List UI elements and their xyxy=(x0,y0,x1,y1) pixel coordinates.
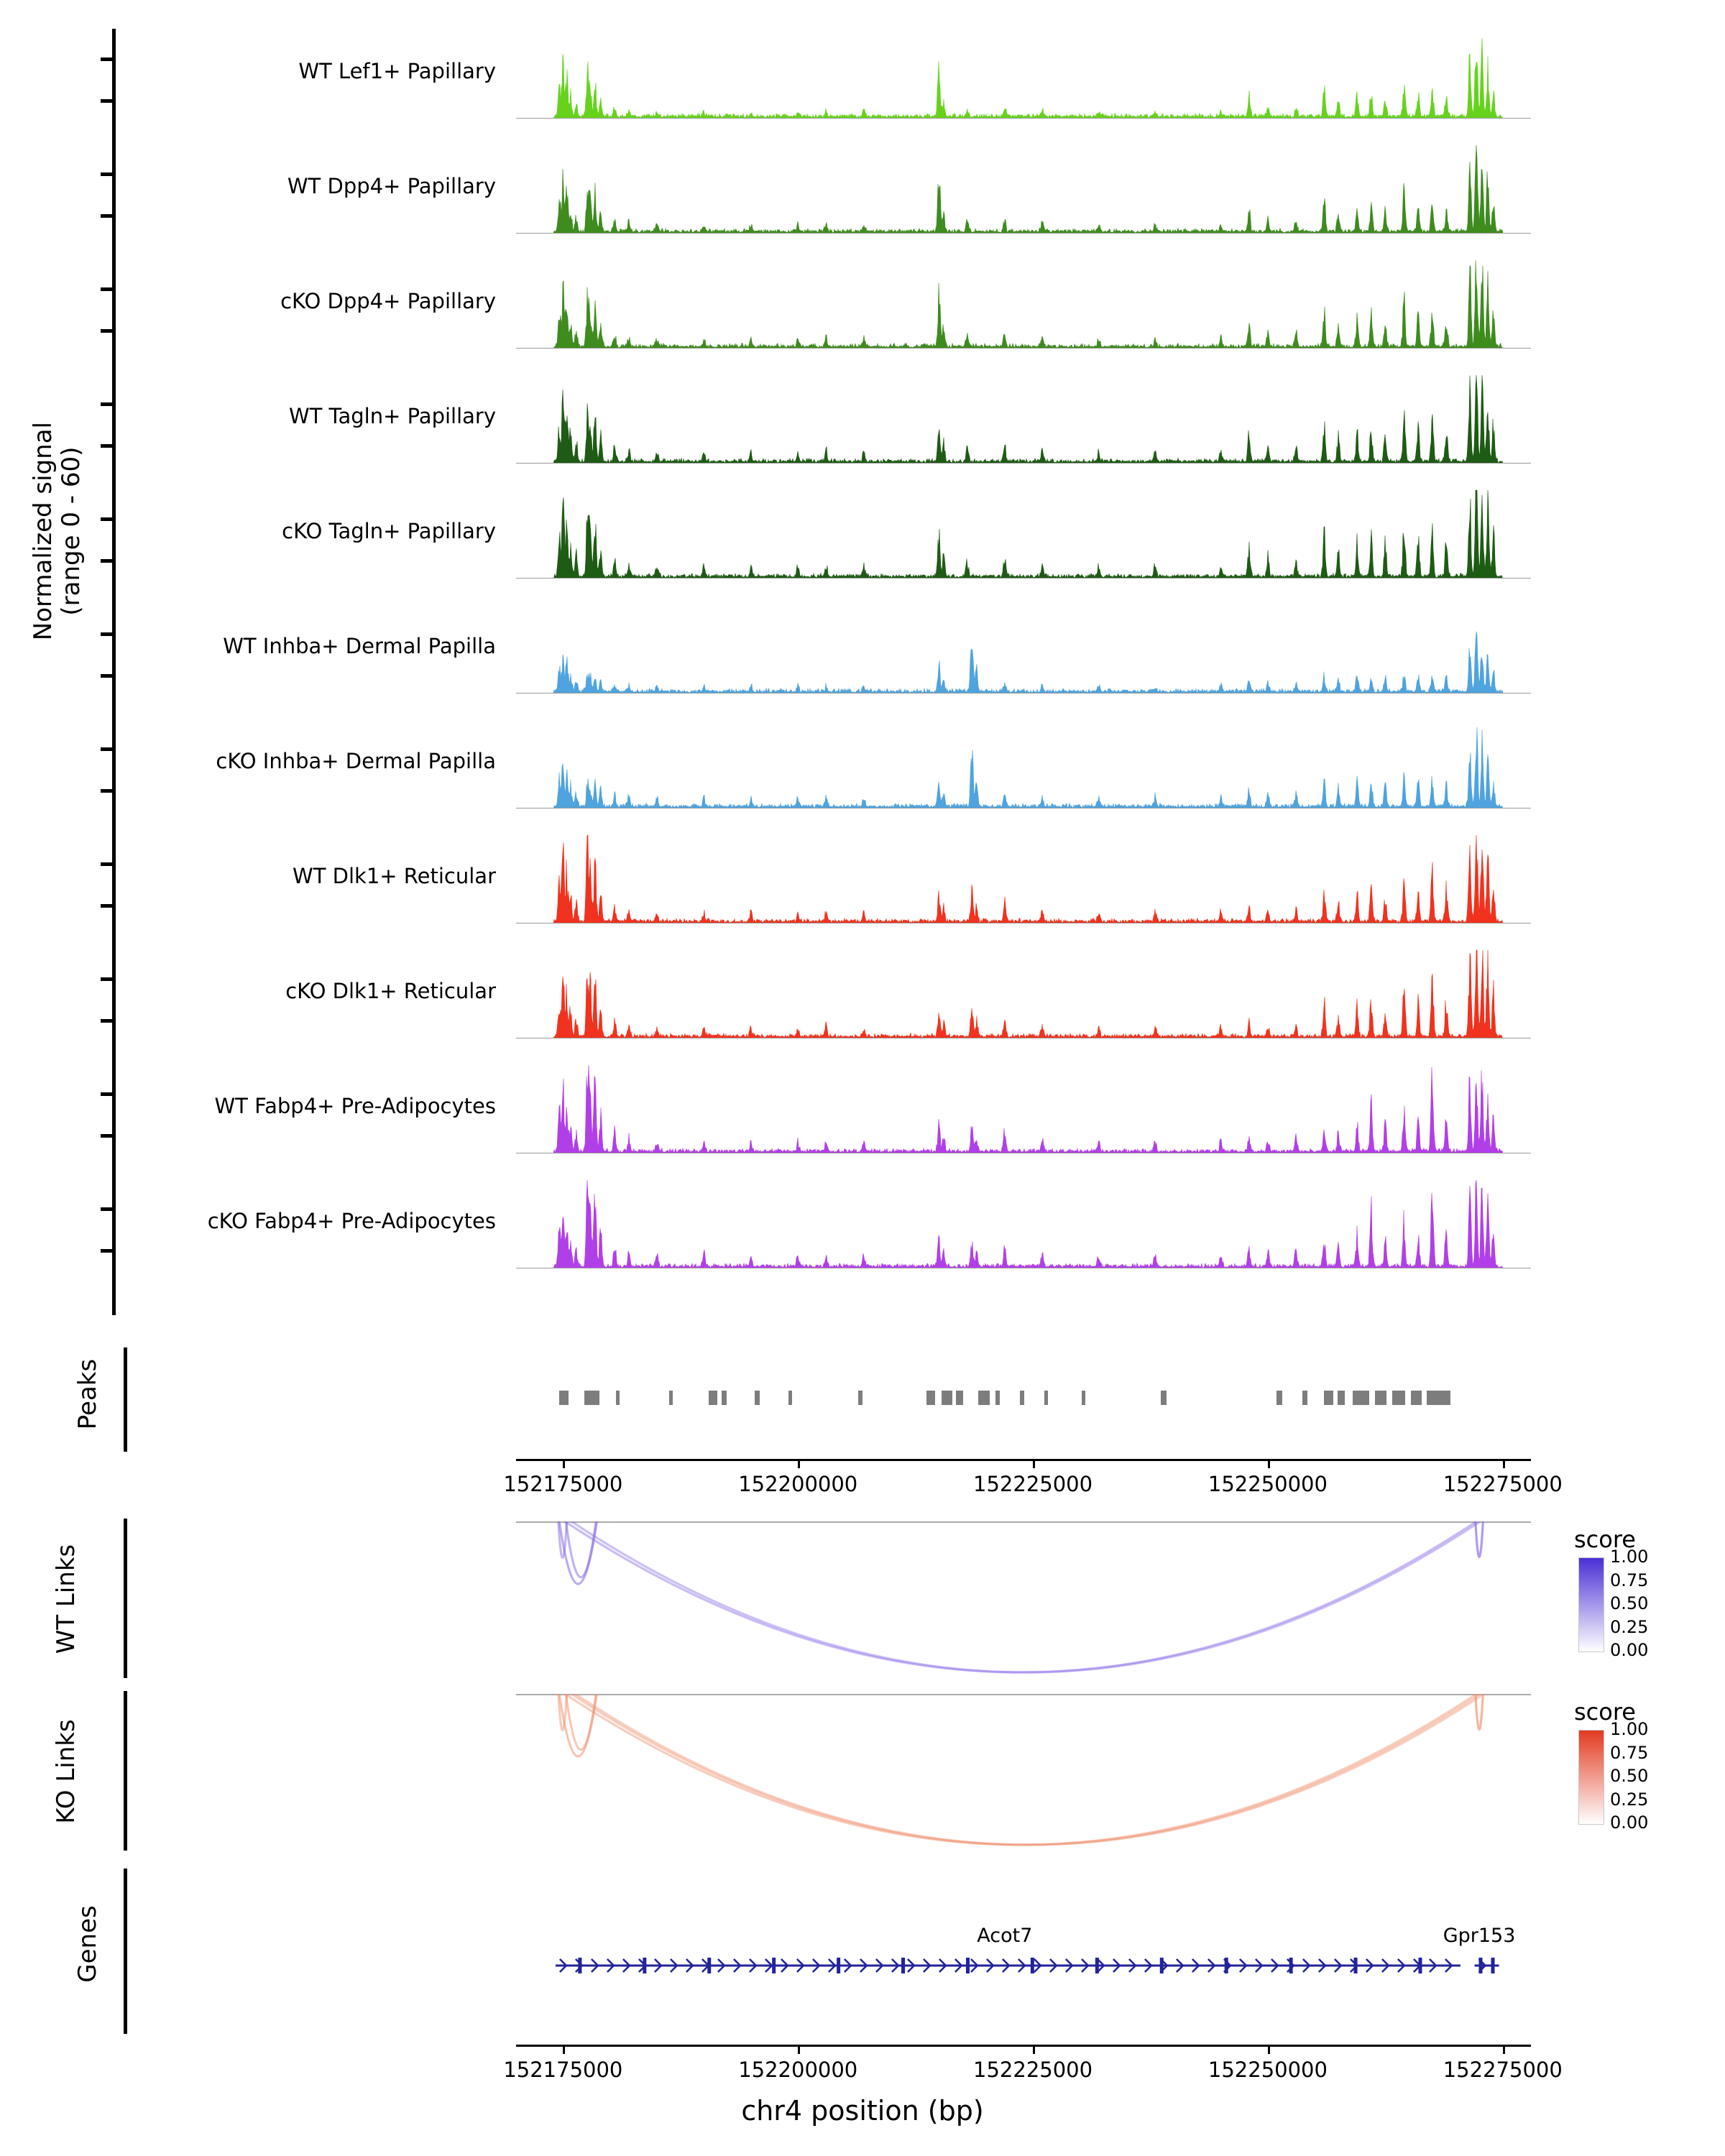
genes-body xyxy=(516,1861,1531,2041)
x-axis-tick xyxy=(563,1461,565,1468)
track-label: cKO Tagln+ Papillary xyxy=(282,519,496,543)
legend-tick-label: 0.25 xyxy=(1610,1789,1649,1810)
wt-links-label: WT Links xyxy=(52,1544,80,1654)
wt-links-arcs xyxy=(516,1521,1531,1680)
peak-region xyxy=(926,1391,935,1405)
link-arc xyxy=(565,1521,1476,1672)
coverage-axis-tick xyxy=(101,329,115,333)
coverage-track xyxy=(516,489,1531,579)
coverage-axis-tick xyxy=(101,1249,115,1253)
track-label: WT Tagln+ Papillary xyxy=(288,404,496,428)
track-label: WT Fabp4+ Pre-Adipocytes xyxy=(214,1094,496,1118)
ko-links-arcs xyxy=(516,1694,1531,1849)
coverage-axis-tick xyxy=(101,444,115,448)
coverage-axis-tick xyxy=(101,559,115,563)
wt-links-legend-gradient xyxy=(1578,1557,1604,1652)
peak-region xyxy=(1324,1391,1333,1405)
peak-region xyxy=(1276,1391,1282,1405)
coverage-axis-tick xyxy=(101,57,115,61)
x-axis-tick xyxy=(1033,2047,1035,2054)
ko-links-label: KO Links xyxy=(52,1719,80,1824)
x-axis-tick xyxy=(1033,1461,1035,1468)
coverage-track xyxy=(516,144,1531,234)
wt-links-legend-title: score xyxy=(1574,1526,1636,1553)
x-axis-tick-label: 152200000 xyxy=(738,1472,858,1496)
peaks-axis-bar xyxy=(124,1348,127,1452)
x-axis-tick-label: 152200000 xyxy=(738,2058,858,2082)
peak-region xyxy=(942,1391,952,1405)
coverage-axis-tick xyxy=(101,674,115,678)
coverage-axis-tick xyxy=(101,1092,115,1096)
legend-tick-label: 1.00 xyxy=(1610,1547,1649,1567)
track-label: cKO Fabp4+ Pre-Adipocytes xyxy=(207,1209,496,1233)
track-baseline xyxy=(516,463,1531,464)
track-label: WT Dlk1+ Reticular xyxy=(293,864,496,888)
ko-links-legend-title: score xyxy=(1574,1698,1636,1726)
peaks-panel xyxy=(0,1340,1725,1455)
x-axis-top xyxy=(0,1459,1725,1509)
peak-region xyxy=(722,1391,727,1405)
x-axis-tick-label: 152175000 xyxy=(503,2058,623,2082)
coverage-track xyxy=(516,834,1531,923)
peak-region xyxy=(709,1391,717,1405)
x-axis-tick-label: 152175000 xyxy=(503,1472,623,1496)
peak-region xyxy=(1392,1391,1405,1405)
peaks-boxes xyxy=(516,1391,1531,1406)
legend-tick-label: 0.75 xyxy=(1610,1742,1649,1763)
x-axis-tick-label: 152275000 xyxy=(1443,2058,1563,2082)
legend-tick-label: 0.75 xyxy=(1610,1570,1649,1590)
genes-label: Genes xyxy=(73,1905,102,1983)
coverage-track xyxy=(516,719,1531,808)
genes-panel xyxy=(0,1861,1725,2048)
peak-region xyxy=(1411,1391,1422,1405)
coverage-axis-tick xyxy=(101,287,115,291)
x-axis-tick-label: 152275000 xyxy=(1443,1472,1563,1496)
coverage-track xyxy=(516,604,1531,694)
peak-region xyxy=(858,1391,863,1405)
coverage-track xyxy=(516,1064,1531,1153)
x-axis-line xyxy=(516,2045,1531,2047)
coverage-track xyxy=(516,29,1531,119)
x-axis-tick xyxy=(1268,2047,1270,2054)
coverage-axis-tick xyxy=(101,789,115,793)
coverage-axis-tick xyxy=(101,517,115,521)
ko-links-axis-bar xyxy=(124,1691,127,1851)
x-axis-line xyxy=(516,1459,1531,1461)
ko-links-legend-gradient xyxy=(1578,1730,1604,1825)
track-label: WT Dpp4+ Papillary xyxy=(287,174,496,198)
wt-links-axis-bar xyxy=(124,1519,127,1678)
peak-region xyxy=(978,1391,990,1405)
track-baseline xyxy=(516,118,1531,119)
coverage-axis-tick xyxy=(101,99,115,103)
x-axis-tick xyxy=(563,2047,565,2054)
coverage-axis-tick xyxy=(101,1207,115,1211)
coverage-axis-tick xyxy=(101,1019,115,1023)
x-axis-tick xyxy=(1268,1461,1270,1468)
track-label: WT Inhba+ Dermal Papilla xyxy=(223,634,496,658)
track-label: cKO Dpp4+ Papillary xyxy=(280,289,496,313)
coverage-axis-tick xyxy=(101,747,115,751)
peak-region xyxy=(1353,1391,1370,1405)
wt-links-arcs xyxy=(516,1521,1531,1677)
coverage-axis-tick xyxy=(101,632,115,636)
peaks-label: Peaks xyxy=(73,1358,102,1430)
link-arc xyxy=(566,1521,596,1577)
peak-region xyxy=(1020,1391,1025,1405)
link-arc xyxy=(565,1694,1476,1845)
peak-region xyxy=(995,1391,1000,1405)
peak-region xyxy=(1044,1391,1048,1405)
coverage-axis-tick xyxy=(101,172,115,176)
legend-tick-label: 0.50 xyxy=(1610,1593,1649,1613)
link-arc xyxy=(1476,1521,1483,1557)
peak-region xyxy=(788,1391,792,1405)
peak-region xyxy=(1302,1391,1307,1405)
ko-links-panel xyxy=(0,1685,1725,1854)
coverage-axis-tick xyxy=(101,214,115,218)
x-axis-tick-label: 152250000 xyxy=(1208,1472,1328,1496)
coverage-axis-tick xyxy=(101,977,115,981)
coverage-track xyxy=(516,1179,1531,1268)
link-arc xyxy=(566,1694,596,1750)
link-arc xyxy=(1476,1694,1483,1729)
legend-tick-label: 0.00 xyxy=(1610,1812,1649,1833)
x-axis-tick xyxy=(798,1461,800,1468)
x-axis-tick-label: 152225000 xyxy=(973,1472,1093,1496)
coverage-axis-tick xyxy=(101,862,115,866)
x-axis-title: chr4 position (bp) xyxy=(741,2095,984,2127)
peak-region xyxy=(1338,1391,1345,1405)
x-axis-bottom xyxy=(0,2045,1725,2102)
peak-region xyxy=(616,1391,620,1405)
coverage-axis-tick xyxy=(101,1134,115,1138)
wt-links-panel xyxy=(0,1513,1725,1682)
x-axis-tick xyxy=(1503,1461,1505,1468)
track-baseline xyxy=(516,578,1531,579)
legend-tick-label: 0.50 xyxy=(1610,1766,1649,1786)
peak-region xyxy=(1161,1391,1167,1405)
gene-label: Gpr153 xyxy=(1443,1925,1516,1947)
y-axis-label xyxy=(29,366,86,696)
peak-region xyxy=(755,1391,760,1405)
coverage-axis-tick xyxy=(101,402,115,406)
peak-region xyxy=(1427,1391,1450,1405)
legend-tick-label: 0.00 xyxy=(1610,1640,1649,1660)
peak-region xyxy=(559,1391,569,1405)
track-baseline xyxy=(516,693,1531,694)
peak-region xyxy=(669,1391,673,1405)
x-axis-tick-label: 152250000 xyxy=(1208,2058,1328,2082)
track-label: cKO Dlk1+ Reticular xyxy=(285,979,496,1003)
ko-links-arcs xyxy=(516,1694,1531,1852)
gene-label: Acot7 xyxy=(977,1925,1033,1947)
peak-region xyxy=(1082,1391,1085,1405)
x-axis-tick-label: 152225000 xyxy=(973,2058,1093,2082)
gene-models xyxy=(516,1861,1531,2041)
x-axis-tick xyxy=(1503,2047,1505,2054)
coverage-track xyxy=(516,259,1531,349)
coverage-axis-bar xyxy=(112,29,116,1315)
coverage-axis-tick xyxy=(101,904,115,908)
genes-axis-bar xyxy=(124,1869,127,2034)
coverage-track xyxy=(516,949,1531,1038)
track-baseline xyxy=(516,233,1531,234)
peak-region xyxy=(956,1391,963,1405)
y-axis-label-line2: (range 0 - 60) xyxy=(57,446,86,616)
track-label: cKO Inhba+ Dermal Papilla xyxy=(216,749,496,773)
peak-region xyxy=(584,1391,599,1405)
legend-tick-label: 1.00 xyxy=(1610,1719,1649,1739)
coverage-track xyxy=(516,374,1531,464)
peak-region xyxy=(1375,1391,1386,1405)
legend-tick-label: 0.25 xyxy=(1610,1616,1649,1637)
track-baseline xyxy=(516,348,1531,349)
y-axis-label-line1: Normalized signal xyxy=(28,422,58,641)
x-axis-tick xyxy=(798,2047,800,2054)
track-label: WT Lef1+ Papillary xyxy=(298,59,496,83)
